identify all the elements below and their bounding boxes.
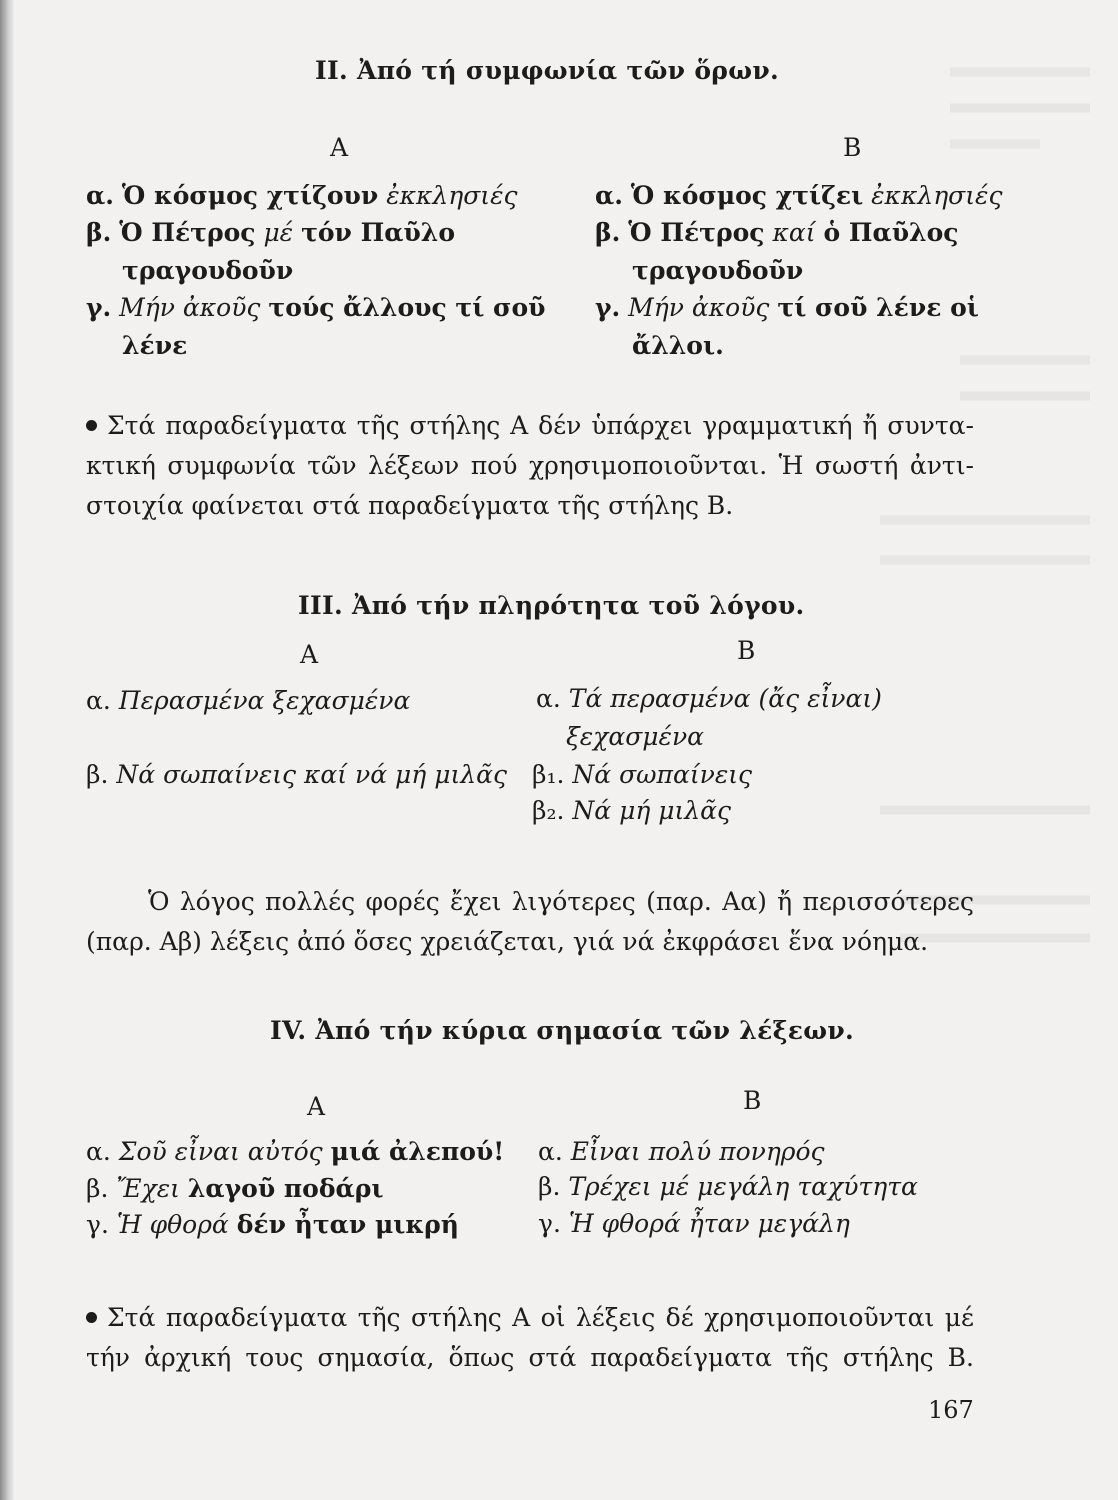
item-italic-text: Νά σωπαίνεις καί νά μή μιλᾶς xyxy=(116,760,507,789)
section-3-b-item-1-continuation: ξεχασμένα xyxy=(566,722,705,751)
item-italic-text: Τά περασμένα (ἄς εἶναι) xyxy=(568,684,882,713)
item-bold-text: Ὁ κόσμος χτίζει xyxy=(630,181,864,210)
item-bold-text: τούς ἄλλους τί σοῦ xyxy=(268,293,546,322)
item-italic-text: Σοῦ εἶναι αὐτός xyxy=(118,1137,323,1166)
item-label: β₂. xyxy=(532,796,565,825)
item-bold-text: δέν ἦταν μικρή xyxy=(236,1210,459,1239)
item-label: γ. xyxy=(538,1209,561,1238)
section-4-a-item-3 xyxy=(86,1210,459,1239)
section-4-column-a-header: Α xyxy=(307,1092,326,1121)
item-bold-text: ὁ Παῦλος xyxy=(823,218,959,247)
bullet-icon xyxy=(86,420,97,431)
item-label: β. xyxy=(86,1174,109,1203)
item-label: α. xyxy=(86,686,111,715)
item-italic-text: Ἡ φθορά ἦταν μεγάλη xyxy=(568,1209,850,1238)
section-2-heading: ΙΙ. Ἀπό τή συμφωνία τῶν ὅρων. xyxy=(315,56,779,85)
item-label: β. xyxy=(595,218,621,247)
section-2-a-item-3-continuation: λένε xyxy=(122,331,188,360)
section-4-b-item-1 xyxy=(538,1137,825,1166)
section-2-a-item-2-continuation: τραγουδοῦν xyxy=(122,256,294,285)
section-3-a-item-1 xyxy=(86,686,410,715)
item-bold-text: Ὁ Πέτρος xyxy=(119,218,256,247)
item-bold-text: μιά ἀλεπού! xyxy=(330,1137,505,1166)
section-2-column-b-header: Β xyxy=(843,133,862,162)
section-3-column-a-header: Α xyxy=(300,640,319,669)
item-label: β₁. xyxy=(532,760,565,789)
item-label: β. xyxy=(86,760,109,789)
section-2-a-item-2 xyxy=(86,218,455,247)
item-label: γ. xyxy=(595,293,621,322)
section-4-column-b-header: Β xyxy=(743,1086,762,1115)
bullet-icon xyxy=(86,1312,97,1323)
note-line: Στά παραδείγματα τῆς στήλης Α δέν ὑπάρχει γραμματική ἤ συντα- xyxy=(86,406,974,446)
section-2-a-item-1 xyxy=(86,181,518,210)
item-italic-text: καί xyxy=(772,218,816,247)
section-4-a-item-1 xyxy=(86,1137,504,1166)
section-3-a-item-2 xyxy=(86,760,507,789)
item-italic-text: Μήν ἀκοῦς xyxy=(628,293,770,322)
note-line: κτική συμφωνία τῶν λέξεων πού χρησιμοποιοῦνται. Ἡ σωστή ἀντι- xyxy=(86,451,974,480)
item-label: α. xyxy=(86,181,114,210)
item-italic-text: Τρέχει μέ μεγάλη ταχύτητα xyxy=(568,1172,918,1201)
section-3-b-item-1 xyxy=(536,684,882,713)
item-italic-text: μέ xyxy=(263,218,294,247)
note-line: Στά παραδείγματα τῆς στήλης Α οἱ λέξεις δέ χρησιμοποιοῦνται μέ xyxy=(86,1298,974,1338)
section-2-note xyxy=(86,406,974,526)
page-number: 167 xyxy=(928,1396,974,1424)
section-3-b-item-2 xyxy=(532,760,752,789)
section-2-b-item-2 xyxy=(595,218,958,247)
item-label: α. xyxy=(595,181,623,210)
section-3-column-b-header: Β xyxy=(737,636,756,665)
section-2-b-item-1 xyxy=(595,181,1002,210)
section-3-heading: ΙΙΙ. Ἀπό τήν πληρότητα τοῦ λόγου. xyxy=(298,591,805,620)
item-bold-text: λαγοῦ ποδάρι xyxy=(187,1174,384,1203)
note-line: (παρ. Αβ) λέξεις ἀπό ὅσες χρειάζεται, γιά νά ἐκφράσει ἕνα νόημα. xyxy=(86,927,929,956)
section-2-b-item-3-continuation: ἄλλοι. xyxy=(632,331,724,360)
section-2-b-item-2-continuation: τραγουδοῦν xyxy=(632,256,804,285)
item-label: β. xyxy=(86,218,112,247)
item-italic-text: ἐκκλησιές xyxy=(871,181,1003,210)
section-3-note xyxy=(86,882,974,962)
section-4-b-item-2 xyxy=(538,1172,918,1201)
section-4-heading: IV. Ἀπό τήν κύρια σημασία τῶν λέξεων. xyxy=(270,1016,854,1045)
section-2-a-item-3 xyxy=(86,293,545,322)
item-italic-text: Ἔχει xyxy=(116,1174,180,1203)
note-line: Ὁ λόγος πολλές φορές ἔχει λιγότερες (παρ. Αα) ἤ περισσότερες xyxy=(148,887,974,916)
item-bold-text: τόν Παῦλο xyxy=(301,218,456,247)
note-line: στοιχία φαίνεται στά παραδείγματα τῆς στήλης Β. xyxy=(86,491,734,520)
section-2-b-item-3 xyxy=(595,293,979,322)
item-italic-text: Μήν ἀκοῦς xyxy=(119,293,261,322)
item-italic-text: Περασμένα ξεχασμένα xyxy=(118,686,411,715)
item-italic-text: Νά σωπαίνεις xyxy=(572,760,753,789)
item-label: α. xyxy=(86,1137,111,1166)
item-label: α. xyxy=(538,1137,563,1166)
item-label: γ. xyxy=(86,1210,109,1239)
item-label: γ. xyxy=(86,293,112,322)
section-4-b-item-3 xyxy=(538,1209,850,1238)
item-italic-text: Ἡ φθορά xyxy=(116,1210,229,1239)
section-4-a-item-2 xyxy=(86,1174,384,1203)
item-bold-text: τί σοῦ λένε οἱ xyxy=(777,293,979,322)
section-2-column-a-header: Α xyxy=(330,133,349,162)
item-label: β. xyxy=(538,1172,561,1201)
item-italic-text: Εἶναι πολύ πονηρός xyxy=(570,1137,825,1166)
section-4-note xyxy=(86,1298,974,1378)
note-line: τήν ἀρχική τους σημασία, ὅπως στά παραδείγματα τῆς στήλης Β. xyxy=(86,1343,974,1372)
item-label: α. xyxy=(536,684,561,713)
item-bold-text: Ὁ κόσμος χτίζουν xyxy=(121,181,379,210)
section-3-b-item-3 xyxy=(532,796,731,825)
item-italic-text: ἐκκλησιές xyxy=(386,181,518,210)
item-bold-text: Ὁ Πέτρος xyxy=(628,218,765,247)
item-italic-text: Νά μή μιλᾶς xyxy=(572,796,732,825)
